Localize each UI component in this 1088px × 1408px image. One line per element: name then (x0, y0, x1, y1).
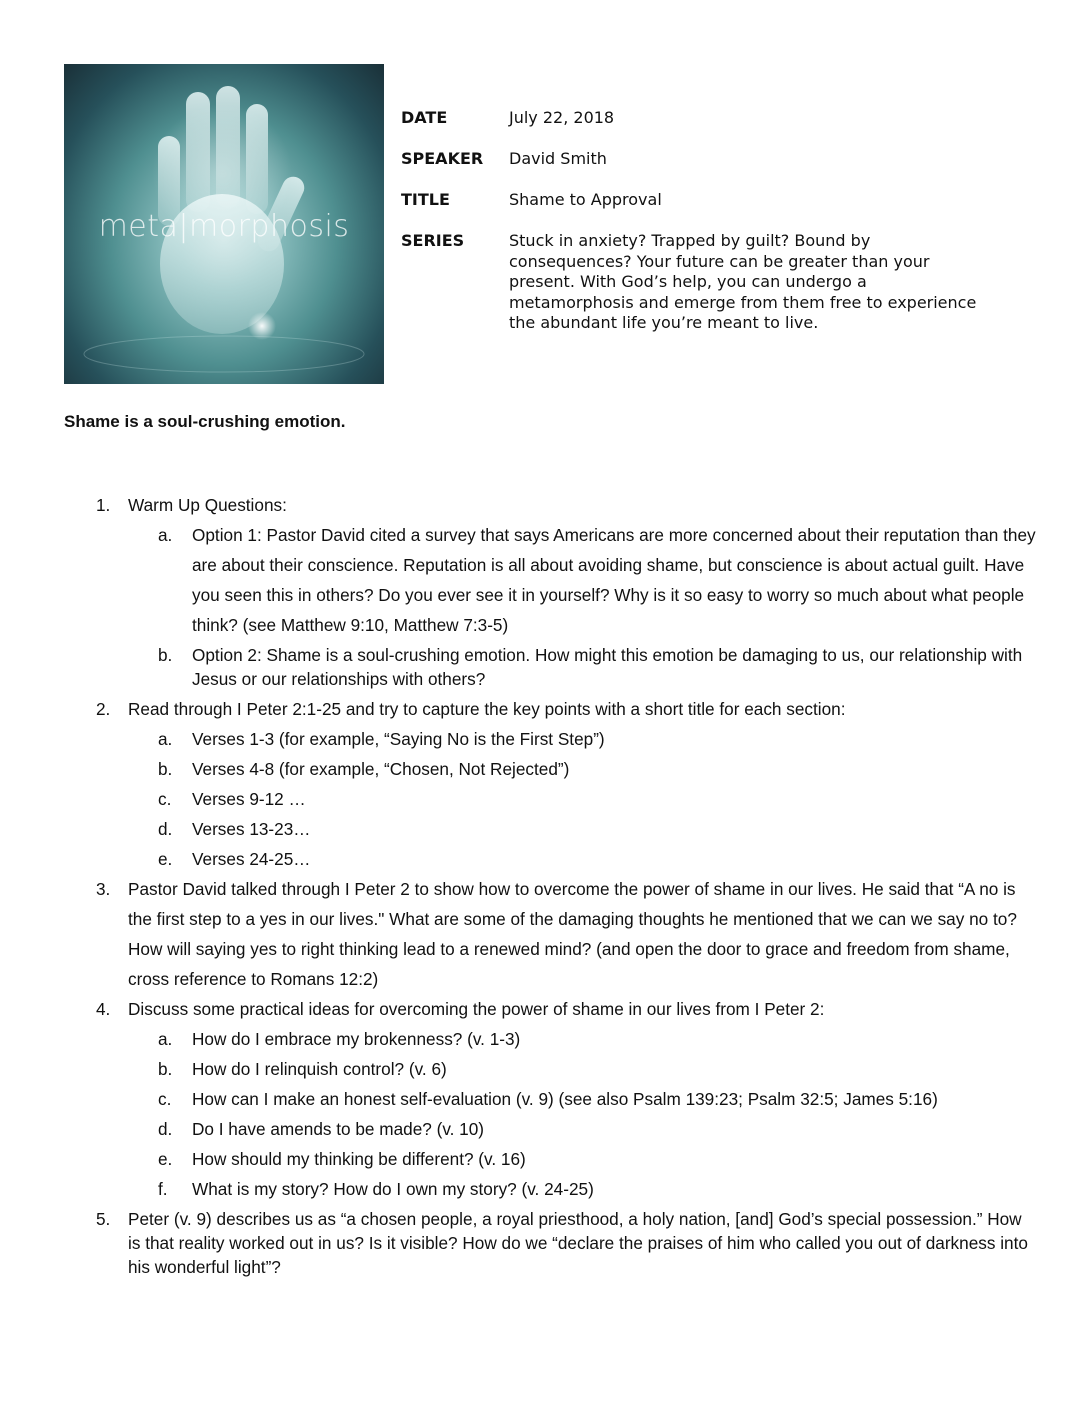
question-1a: a. Option 1: Pastor David cited a survey that says Americans are more concerned about their reputation than they are about their conscience. Reputation is all about avoiding shame, but conscience is about actual guilt. Have you seen this in others? Do you ever see it in yourself? Why is it so easy to worry so much about what people think? (see Matthew 9:10, Matthew 7:3-5) (158, 525, 1036, 635)
question-4e: e. How should my thinking be different? (v. 16) (158, 1149, 526, 1169)
series-label: SERIES (401, 231, 465, 250)
question-2e: e. Verses 24-25… (158, 849, 311, 869)
speaker-label: SPEAKER (401, 149, 484, 168)
title-row (401, 190, 1001, 211)
question-2d: d. Verses 13-23… (158, 819, 311, 839)
question-5: 5. Peter (v. 9) describes us as “a chosen people, a royal priesthood, a holy nation, [and] God’s special possession.” How is that reality worked out in us? Is it visible? How do we “declare the praises of him who called you out of darkness into his wonderful light”? (96, 1209, 1028, 1277)
question-4b: b. How do I relinquish control? (v. 6) (158, 1059, 447, 1079)
question-4: 4. Discuss some practical ideas for overcoming the power of shame in our lives from I Peter 2: (96, 999, 825, 1019)
question-2b: b. Verses 4-8 (for example, “Chosen, Not Rejected”) (158, 759, 570, 779)
date-value: July 22, 2018 (509, 108, 615, 127)
question-2c: c. Verses 9-12 … (158, 789, 306, 809)
date-label: DATE (401, 108, 448, 127)
question-4a: a. How do I embrace my brokenness? (v. 1-3) (158, 1029, 521, 1049)
lead-statement: Shame is a soul-crushing emotion. (64, 412, 346, 431)
question-1b: b. Option 2: Shame is a soul-crushing emotion. How might this emotion be damaging to us, our relationship with Jesus or our relationships with others? (158, 645, 1023, 689)
speaker-row (401, 149, 1001, 170)
date-row (401, 108, 1001, 129)
question-3: 3. Pastor David talked through I Peter 2 to show how to overcome the power of shame in our lives. He said that “A no is the first step to a yes in our lives." What are some of the damaging thoughts he mentioned that we can we say no to? How will saying yes to right thinking lead to a renewed mind? (and open the door to grace and freedom from shame, cross reference to Romans 12:2) (96, 879, 1017, 989)
question-2a: a. Verses 1-3 (for example, “Saying No is the First Step”) (158, 729, 605, 749)
title-label: TITLE (401, 190, 450, 209)
series-cover-image (64, 64, 384, 384)
question-4d: d. Do I have amends to be made? (v. 10) (158, 1119, 485, 1139)
question-4c: c. How can I make an honest self-evaluation (v. 9) (see also Psalm 139:23; Psalm 32:5; James 5:16) (158, 1089, 938, 1109)
discussion-questions (96, 490, 1036, 1282)
question-4f: f. What is my story? How do I own my story? (v. 24-25) (158, 1179, 594, 1199)
cover-title: meta|morphosis (98, 209, 350, 244)
sermon-details (401, 108, 1001, 354)
question-2: 2. Read through I Peter 2:1-25 and try to capture the key points with a short title for each section: (96, 699, 846, 719)
question-1: 1. Warm Up Questions: (96, 495, 287, 515)
title-value: Shame to Approval (509, 190, 662, 209)
series-row (401, 231, 1001, 334)
series-description: Stuck in anxiety? Trapped by guilt? Bound by consequences? Your future can be greater than your present. With God’s help, you can undergo a metamorphosis and emerge from them free to experience the abundant life you’re meant to live. (509, 231, 977, 332)
speaker-value: David Smith (509, 149, 607, 168)
